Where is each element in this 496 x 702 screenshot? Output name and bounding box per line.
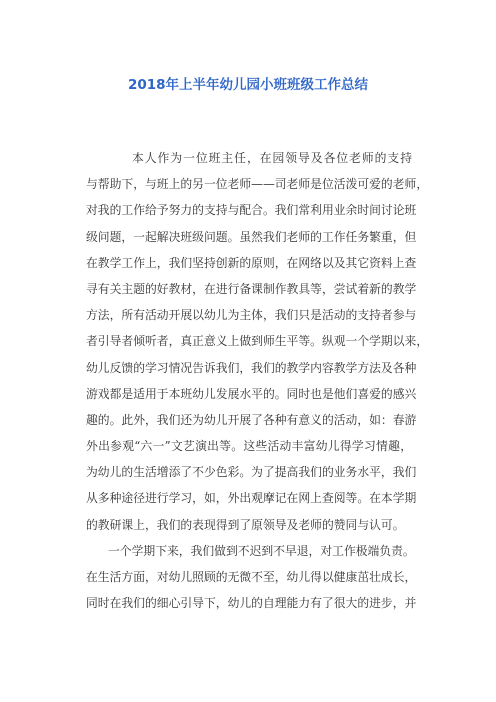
paragraph-line: 在生活方面，对幼儿照顾的无微不至，幼儿得以健康茁壮成长， — [86, 570, 417, 584]
paragraph-line: 幼儿反馈的学习情况告诉我们，我们的教学内容教学方法及各种 — [86, 360, 417, 375]
paragraph-line: 者引导者倾听者，真正意义上做到师生平等。纵观一个学期以来， — [86, 334, 429, 349]
paragraph-line: 本人作为一位班主任，在园领导及各位老师的支持 — [132, 151, 412, 165]
paragraph-line: 方法，所有活动开展以幼儿为主体，我们只是活动的支持者参与 — [86, 308, 417, 323]
paragraph-line: 的教研课上，我们的表现得到了原领导及老师的赞同与认可。 — [86, 517, 405, 532]
paragraph-line: 在教学工作上，我们坚持创新的原则，在网络以及其它资料上查 — [86, 255, 417, 270]
document-body — [86, 145, 429, 616]
paragraph-line: 游戏都是适用于本班幼儿发展水平的。同时也是他们喜爱的感兴 — [86, 386, 417, 401]
paragraph-line: 同时在我们的细心引导下，幼儿的自理能力有了很大的进步，并 — [86, 596, 417, 611]
document-title: 2018年上半年幼儿园小班班级工作总结 — [127, 77, 369, 93]
paragraph-line: 一个学期下来，我们做到不迟到不早退，对工作极端负责。 — [108, 543, 415, 558]
paragraph-line: 与帮助下，与班上的另一位老师——司老师是位活泼可爱的老师， — [86, 177, 429, 192]
paragraph-line: 从多种途径进行学习，如，外出观摩记在网上查阅等。在本学期 — [86, 491, 417, 506]
paragraph-line: 外出参观“六一”文艺演出等。这些活动丰富幼儿得学习情趣， — [86, 439, 412, 454]
paragraph-line: 趣的。此外，我们还为幼儿开展了各种有意义的活动，如：春游 — [86, 412, 417, 427]
paragraph-line: 级问题，一起解决班级问题。虽然我们老师的工作任务繁重，但 — [86, 229, 417, 244]
paragraph-line: 为幼儿的生活增添了不少色彩。为了提高我们的业务水平，我们 — [86, 465, 417, 480]
paragraph-line: 对我的工作给予努力的支持与配合。我们常利用业余时间讨论班 — [86, 203, 417, 218]
paragraph-line: 寻有关主题的好教材，在进行备课制作教具等，尝试着新的教学 — [86, 281, 417, 296]
